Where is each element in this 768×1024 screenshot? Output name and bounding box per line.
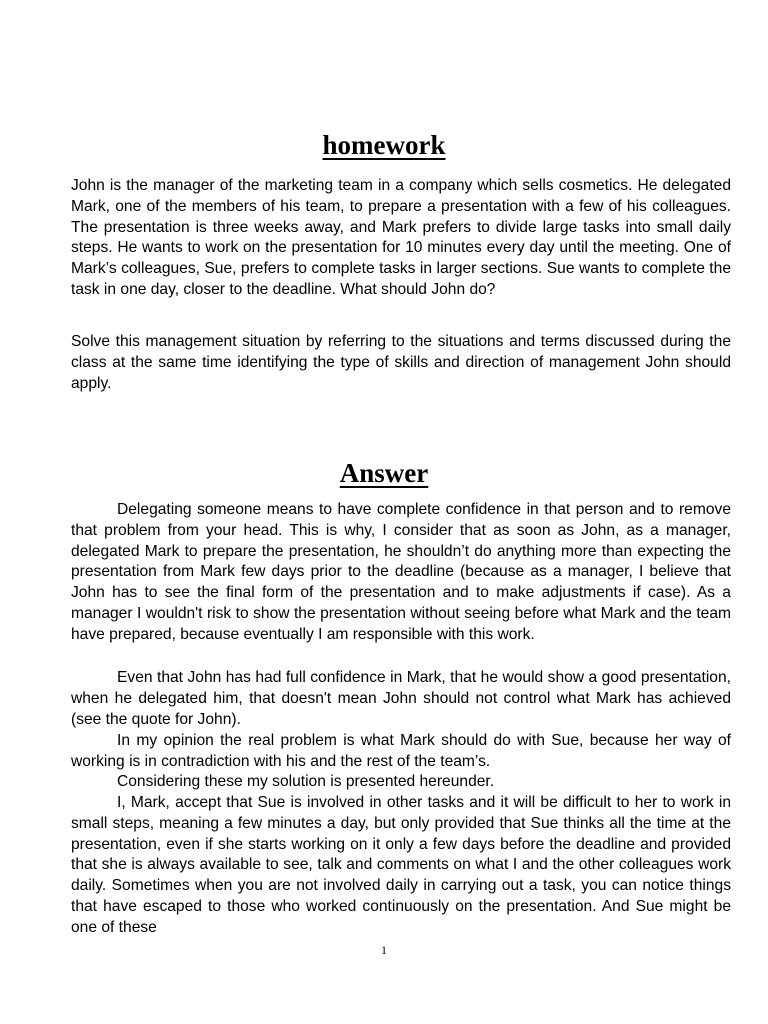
answer-paragraph-solution: I, Mark, accept that Sue is involved in other tasks and it will be difficult to her to work in small steps, meaning a few minutes a day, but only provided that Sue thinks all the time at the presentation, even if she starts working on it only a few days before the deadline and provided that she is always available to see, talk and comments on what I and the other colleagues work daily. Sometimes when you are not involved daily in carrying out a task, you can notice things that have escaped to those who worked continuously on the presentation. And Sue might be one of these bbox=[71, 794, 731, 936]
question-paragraph: John is the manager of the marketing team in a company which sells cosmetics. He delegated Mark, one of the members of his team, to prepare a presentation with a few of his colleagues. The presentation is three weeks away, and Mark prefers to divide large tasks into small daily steps. He wants to work on the presentation for 10 minutes every day until the meeting. One of Mark’s colleagues, Sue, prefers to complete tasks in larger sections. Sue wants to complete the task in one day, closer to the deadline. What should John do? bbox=[71, 177, 731, 298]
homework-heading: homework bbox=[322, 130, 446, 160]
answer-heading: Answer bbox=[339, 458, 429, 488]
answer-paragraph-delegation: Delegating someone means to have complete confidence in that person and to remove that problem from your head. This is why, I consider that as soon as John, as a manager, delegated Mark to prepare the presentation, he shouldn’t do anything more than expecting the presentation from Mark few days prior to the deadline (because as a manager, I believe that John has to see the final form of the presentation and to make adjustments if case). As a manager I wouldn't risk to show the presentation without seeing before what Mark and the team have prepared, because eventually I am responsible with this work. bbox=[71, 501, 731, 643]
answer-paragraph-confidence: Even that John has had full confidence in Mark, that he would show a good presentation, when he delegated him, that doesn't mean John should not control what Mark has achieved (see the quote for John). bbox=[71, 669, 731, 728]
question-instructions-paragraph: Solve this management situation by referring to the situations and terms discussed during the class at the same time identifying the type of skills and direction of management John should apply. bbox=[71, 333, 731, 392]
answer-paragraph-problem: In my opinion the real problem is what Mark should do with Sue, because her way of working is in contradiction with his and the rest of the team’s. bbox=[71, 732, 731, 770]
answer-paragraph-solution-intro: Considering these my solution is presented hereunder. bbox=[117, 773, 495, 790]
page-number: 1 bbox=[381, 943, 387, 957]
